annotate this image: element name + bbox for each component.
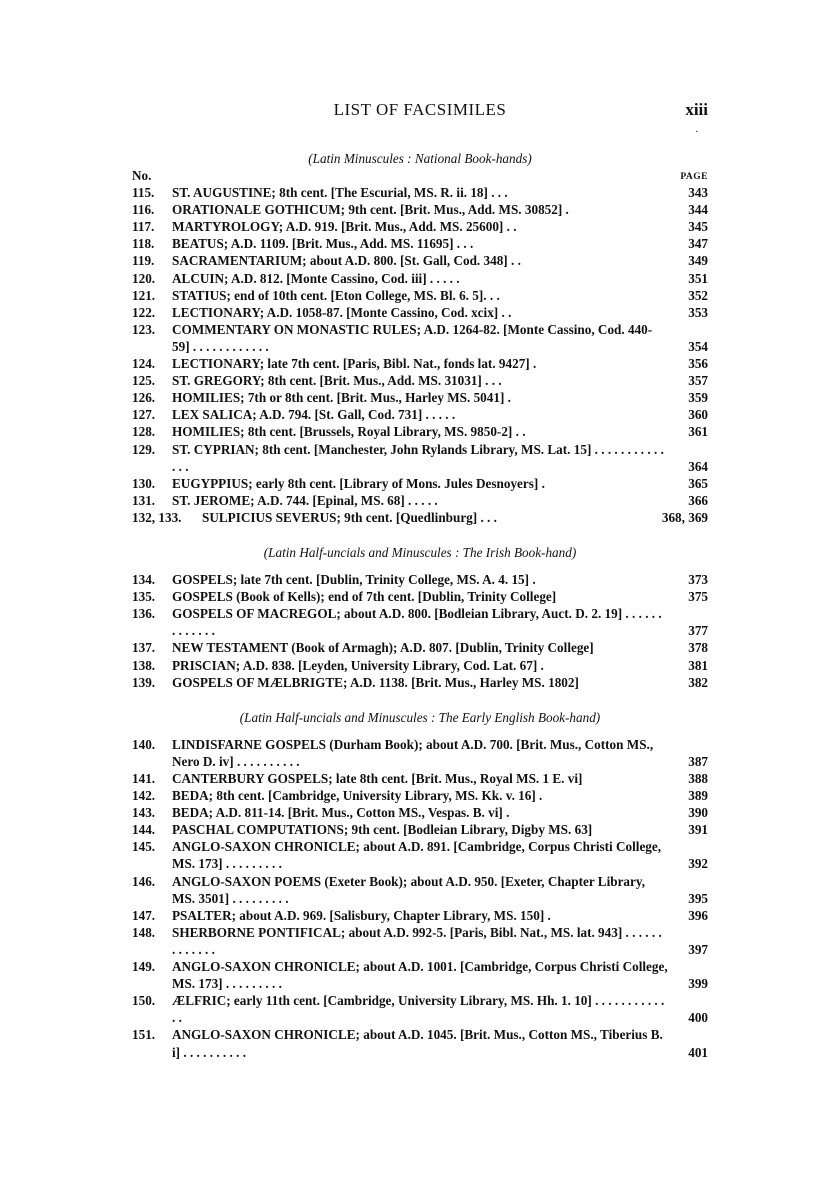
entry-number: 130. bbox=[132, 475, 156, 491]
entry-page: 352 bbox=[688, 287, 708, 303]
list-item bbox=[132, 992, 708, 1026]
entry-page: 354 bbox=[688, 338, 708, 354]
running-title: LIST OF FACSIMILES bbox=[333, 100, 507, 119]
list-item bbox=[132, 605, 708, 639]
list-item bbox=[132, 674, 708, 691]
entry-description: ANGLO-SAXON CHRONICLE; about A.D. 891. [Cambridge, Corpus Christi College, MS. 173] . . . . . . . . . bbox=[172, 839, 662, 872]
entry-number: 127. bbox=[132, 407, 156, 423]
list-item bbox=[132, 184, 708, 201]
entry-number: 120. bbox=[132, 270, 156, 286]
entry-number: 148. bbox=[132, 924, 156, 940]
entry-page: 357 bbox=[688, 373, 708, 389]
entry-page: 388 bbox=[688, 771, 708, 786]
entry-page: 364 bbox=[688, 458, 708, 474]
section-early-english-book-hand bbox=[132, 736, 708, 1061]
entry-page: 365 bbox=[688, 475, 708, 491]
entry-page: 378 bbox=[688, 640, 708, 656]
list-item bbox=[132, 304, 708, 321]
entry-number: 125. bbox=[132, 373, 156, 389]
list-item bbox=[132, 821, 708, 838]
entry-page: 360 bbox=[688, 407, 708, 423]
entry-description: ST. CYPRIAN; 8th cent. [Manchester, John Rylands Library, MS. Lat. 15] . . . . . . . . . . . . . . bbox=[172, 441, 664, 474]
entry-number: 128. bbox=[132, 424, 156, 440]
entry-number: 143. bbox=[132, 805, 156, 821]
entry-description: SHERBORNE PONTIFICAL; about A.D. 992-5. [Paris, Bibl. Nat., MS. lat. 943] . . . . . . . . . . . . . bbox=[172, 924, 662, 957]
entry-description: ALCUIN; A.D. 812. [Monte Cassino, Cod. iii] . . . . . bbox=[172, 270, 460, 286]
column-page-header: PAGE bbox=[680, 172, 708, 183]
entry-page: 390 bbox=[688, 805, 708, 821]
list-item bbox=[132, 201, 708, 218]
entry-number: 140. bbox=[132, 736, 156, 752]
entry-number: 119. bbox=[132, 253, 155, 269]
entry-page: 344 bbox=[688, 202, 708, 218]
entry-page: 359 bbox=[688, 390, 708, 406]
entry-number: 129. bbox=[132, 441, 156, 457]
entry-description: HOMILIES; 8th cent. [Brussels, Royal Library, MS. 9850-2] . . bbox=[172, 424, 526, 440]
entry-number: 145. bbox=[132, 839, 156, 855]
entry-page: 395 bbox=[688, 890, 708, 906]
running-header bbox=[0, 100, 840, 135]
entry-page: 366 bbox=[688, 492, 708, 508]
entry-page: 377 bbox=[688, 623, 708, 639]
list-item bbox=[132, 958, 708, 992]
entry-number: 151. bbox=[132, 1027, 156, 1043]
entry-page: 345 bbox=[688, 219, 708, 235]
list-item bbox=[132, 441, 708, 475]
entry-description: LEX SALICA; A.D. 794. [St. Gall, Cod. 731] . . . . . bbox=[172, 407, 456, 423]
list-item bbox=[132, 907, 708, 924]
column-no-header: No. bbox=[132, 168, 152, 184]
entry-page: 373 bbox=[688, 572, 708, 588]
list-item bbox=[132, 372, 708, 389]
entry-description: PSALTER; about A.D. 969. [Salisbury, Chapter Library, MS. 150] . bbox=[172, 907, 551, 923]
entry-description: ANGLO-SAXON CHRONICLE; about A.D. 1001. [Cambridge, Corpus Christi College, MS. 173] . . . . . . . . . bbox=[172, 959, 668, 992]
entry-description: SACRAMENTARIUM; about A.D. 800. [St. Gall, Cod. 348] . . bbox=[172, 253, 521, 269]
section-heading: (Latin Half-uncials and Minuscules : The Irish Book-hand) bbox=[263, 544, 577, 560]
entry-number: 118. bbox=[132, 236, 155, 252]
entry-description: BEDA; A.D. 811-14. [Brit. Mus., Cotton MS., Vespas. B. vi] . bbox=[172, 805, 510, 821]
entry-description: ST. AUGUSTINE; 8th cent. [The Escurial, MS. R. ii. 18] . . . bbox=[172, 185, 508, 201]
list-item bbox=[132, 406, 708, 423]
entry-description: ÆLFRIC; early 11th cent. [Cambridge, University Library, MS. Hh. 1. 10] . . . . . . . . . . . . . bbox=[172, 993, 665, 1026]
entry-description: ST. JEROME; A.D. 744. [Epinal, MS. 68] . . . . . bbox=[172, 492, 438, 508]
section-national-book-hands bbox=[132, 184, 708, 526]
entry-page: 351 bbox=[688, 270, 708, 286]
entry-description: MARTYROLOGY; A.D. 919. [Brit. Mus., Add. MS. 25600] . . bbox=[172, 219, 517, 235]
entry-page: 361 bbox=[688, 424, 708, 440]
header-mark: . bbox=[695, 124, 698, 135]
list-item bbox=[132, 787, 708, 804]
list-item bbox=[132, 287, 708, 304]
entry-page: 343 bbox=[688, 185, 708, 201]
list-item bbox=[132, 657, 708, 674]
list-item bbox=[132, 1026, 708, 1060]
entry-number: 146. bbox=[132, 873, 156, 889]
list-item bbox=[132, 588, 708, 605]
entry-page: 368, 369 bbox=[661, 509, 708, 525]
entry-description: ST. GREGORY; 8th cent. [Brit. Mus., Add. MS. 31031] . . . bbox=[172, 373, 502, 389]
entry-number: 136. bbox=[132, 606, 156, 622]
list-item bbox=[132, 475, 708, 492]
entry-description: GOSPELS; late 7th cent. [Dublin, Trinity College, MS. A. 4. 15] . bbox=[172, 572, 536, 588]
list-item bbox=[132, 389, 708, 406]
entry-description: PRISCIAN; A.D. 838. [Leyden, University Library, Cod. Lat. 67] . bbox=[172, 657, 544, 673]
list-item bbox=[132, 770, 708, 787]
entry-description: SULPICIUS SEVERUS; 9th cent. [Quedlinburg] . . . bbox=[202, 509, 497, 525]
page-number: xiii bbox=[685, 100, 708, 119]
list-item bbox=[132, 804, 708, 821]
entry-page: 387 bbox=[688, 753, 708, 769]
entry-description: BEATUS; A.D. 1109. [Brit. Mus., Add. MS. 11695] . . . bbox=[172, 236, 474, 252]
entry-number: 138. bbox=[132, 657, 156, 673]
facsimile-list bbox=[132, 150, 708, 1061]
entry-description: STATIUS; end of 10th cent. [Eton College, MS. Bl. 6. 5]. . . bbox=[172, 287, 500, 303]
entry-page: 347 bbox=[688, 236, 708, 252]
list-item bbox=[132, 321, 708, 355]
entry-number: 132, 133. bbox=[132, 509, 182, 525]
entry-page: 375 bbox=[688, 589, 708, 605]
entry-number: 117. bbox=[132, 219, 155, 235]
entry-description: LECTIONARY; A.D. 1058-87. [Monte Cassino, Cod. xcix] . . bbox=[172, 304, 512, 320]
list-item bbox=[132, 509, 708, 526]
entry-number: 122. bbox=[132, 304, 156, 320]
entry-description: LECTIONARY; late 7th cent. [Paris, Bibl. Nat., fonds lat. 9427] . bbox=[172, 356, 537, 372]
entry-number: 135. bbox=[132, 589, 156, 605]
section-heading: (Latin Minuscules : National Book-hands) bbox=[308, 151, 532, 166]
entry-page: 400 bbox=[688, 1010, 708, 1026]
entry-description: CANTERBURY GOSPELS; late 8th cent. [Brit. Mus., Royal MS. 1 E. vi] bbox=[172, 771, 583, 786]
column-headers bbox=[132, 167, 708, 184]
entry-page: 389 bbox=[688, 788, 708, 804]
entry-description: LINDISFARNE GOSPELS (Durham Book); about A.D. 700. [Brit. Mus., Cotton MS., Nero D. iv] . . . . . . . . . . bbox=[172, 736, 654, 769]
entry-number: 116. bbox=[132, 202, 155, 218]
entry-number: 124. bbox=[132, 356, 156, 372]
entry-number: 149. bbox=[132, 959, 156, 975]
list-item bbox=[132, 873, 708, 907]
entry-number: 142. bbox=[132, 788, 156, 804]
entry-number: 137. bbox=[132, 640, 156, 656]
entry-number: 121. bbox=[132, 287, 156, 303]
list-item bbox=[132, 838, 708, 872]
entry-description: ANGLO-SAXON POEMS (Exeter Book); about A.D. 950. [Exeter, Chapter Library, MS. 3501] . . . . . . . . . bbox=[172, 873, 646, 906]
entry-description: ANGLO-SAXON CHRONICLE; about A.D. 1045. [Brit. Mus., Cotton MS., Tiberius B. i] . . . . . . . . . . bbox=[172, 1027, 663, 1060]
entry-description: NEW TESTAMENT (Book of Armagh); A.D. 807. [Dublin, Trinity College] bbox=[172, 640, 594, 656]
entry-page: 396 bbox=[688, 907, 708, 923]
entry-description: GOSPELS (Book of Kells); end of 7th cent. [Dublin, Trinity College] bbox=[172, 589, 557, 605]
entry-description: BEDA; 8th cent. [Cambridge, University Library, MS. Kk. v. 16] . bbox=[172, 788, 543, 804]
list-item bbox=[132, 423, 708, 440]
entry-number: 144. bbox=[132, 822, 156, 838]
entry-number: 123. bbox=[132, 321, 156, 337]
entry-description: ORATIONALE GOTHICUM; 9th cent. [Brit. Mus., Add. MS. 30852] . bbox=[172, 202, 569, 218]
list-item bbox=[132, 639, 708, 656]
entry-page: 356 bbox=[688, 356, 708, 372]
entry-page: 382 bbox=[688, 674, 708, 690]
entry-number: 131. bbox=[132, 492, 156, 508]
list-item bbox=[132, 252, 708, 269]
list-item bbox=[132, 355, 708, 372]
list-item bbox=[132, 270, 708, 287]
entry-page: 397 bbox=[688, 941, 708, 957]
list-item bbox=[132, 492, 708, 509]
entry-description: PASCHAL COMPUTATIONS; 9th cent. [Bodleian Library, Digby MS. 63] bbox=[172, 822, 593, 838]
entry-page: 349 bbox=[688, 253, 708, 269]
entry-number: 141. bbox=[132, 771, 156, 786]
list-item bbox=[132, 218, 708, 235]
entry-number: 139. bbox=[132, 674, 156, 690]
entry-page: 391 bbox=[688, 822, 708, 838]
section-heading: (Latin Half-uncials and Minuscules : The Early English Book-hand) bbox=[239, 709, 601, 725]
entry-number: 126. bbox=[132, 390, 156, 406]
entry-description: GOSPELS OF MÆLBRIGTE; A.D. 1138. [Brit. Mus., Harley MS. 1802] bbox=[172, 674, 579, 690]
list-item bbox=[132, 235, 708, 252]
entry-number: 134. bbox=[132, 572, 156, 588]
list-item bbox=[132, 736, 708, 770]
entry-page: 399 bbox=[688, 976, 708, 992]
entry-number: 150. bbox=[132, 993, 156, 1009]
entry-description: COMMENTARY ON MONASTIC RULES; A.D. 1264-82. [Monte Cassino, Cod. 440-59] . . . . . . . . . . . . bbox=[172, 321, 653, 354]
entry-number: 115. bbox=[132, 185, 155, 201]
entry-page: 401 bbox=[688, 1044, 708, 1060]
list-item bbox=[132, 924, 708, 958]
entry-page: 353 bbox=[688, 304, 708, 320]
section-irish-book-hand bbox=[132, 571, 708, 691]
entry-number: 147. bbox=[132, 907, 156, 923]
entry-description: GOSPELS OF MACREGOL; about A.D. 800. [Bodleian Library, Auct. D. 2. 19] . . . . . . . . . . . . . bbox=[172, 606, 662, 639]
entry-page: 381 bbox=[688, 657, 708, 673]
entry-description: EUGYPPIUS; early 8th cent. [Library of Mons. Jules Desnoyers] . bbox=[172, 475, 545, 491]
entry-page: 392 bbox=[688, 856, 708, 872]
list-item bbox=[132, 571, 708, 588]
entry-description: HOMILIES; 7th or 8th cent. [Brit. Mus., Harley MS. 5041] . bbox=[172, 390, 511, 406]
